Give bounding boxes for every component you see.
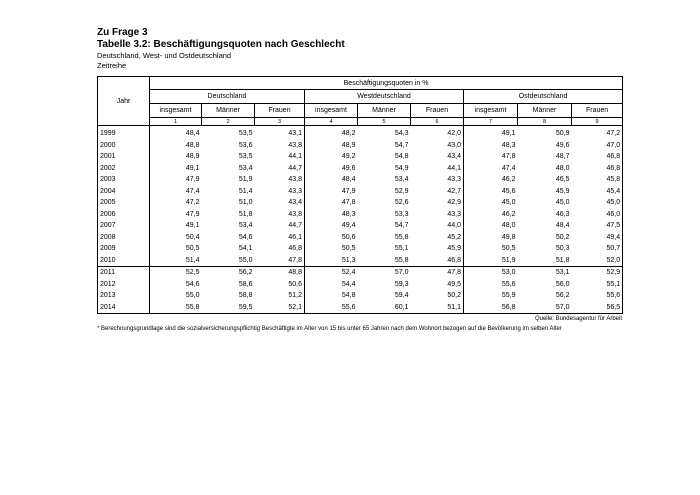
value-cell: 43,8 — [288, 176, 302, 184]
value-cell: 54,6 — [238, 233, 253, 241]
value-cell: 45,0 — [572, 197, 623, 209]
year-cell: 2014 — [98, 302, 150, 314]
value-cell: 55,0 — [238, 256, 253, 264]
value-cell: 50,6 — [288, 280, 302, 288]
document-page — [97, 27, 622, 333]
year-cell: 2006 — [98, 209, 150, 221]
value-cell: 48,9 — [305, 140, 358, 152]
value-cell: 53,6 — [238, 141, 253, 149]
value-cell: 43,4 — [447, 153, 461, 161]
year-cell: 2000 — [98, 140, 150, 152]
table-row — [98, 163, 623, 175]
subheader-cell: Frauen — [572, 104, 623, 118]
value-cell: 55,1 — [394, 245, 409, 253]
value-cell: 47,4 — [150, 186, 202, 198]
value-cell: 50,5 — [305, 243, 358, 255]
column-number-cell: 3 — [255, 118, 305, 126]
value-cell: 54,4 — [305, 279, 358, 291]
value-cell: 54,8 — [394, 153, 409, 161]
value-cell: 48,3 — [305, 209, 358, 221]
table-title: Tabelle 3.2: Beschäftigungsquoten nach Geschlecht — [97, 39, 345, 50]
value-cell: 44,1 — [288, 153, 302, 161]
subheader-row — [98, 104, 623, 118]
value-cell: 45,9 — [447, 245, 461, 253]
value-cell: 53,4 — [238, 222, 253, 230]
value-cell: 51,1 — [411, 302, 464, 314]
subheader-cell: Männer — [518, 104, 572, 118]
table-row — [98, 243, 623, 255]
column-number-cell: 8 — [518, 118, 572, 126]
value-cell: 55,6 — [305, 302, 358, 314]
value-cell: 43,1 — [255, 126, 305, 140]
year-column-header: Jahr — [98, 77, 150, 126]
value-cell: 50,5 — [464, 243, 518, 255]
top-column-header: Beschäftigungsquoten in % — [150, 77, 623, 90]
value-cell: 47,2 — [150, 197, 202, 209]
value-cell: 57,0 — [358, 267, 411, 279]
value-cell: 54,6 — [150, 279, 202, 291]
value-cell: 46,5 — [555, 176, 570, 184]
year-cell: 2004 — [98, 186, 150, 198]
value-cell: 45,2 — [447, 233, 461, 241]
value-cell: 54,1 — [238, 245, 253, 253]
value-cell: 58,8 — [238, 292, 253, 300]
value-cell: 47,5 — [572, 220, 623, 232]
value-cell: 53,0 — [464, 267, 518, 279]
table-row — [98, 232, 623, 244]
value-cell: 45,0 — [464, 197, 518, 209]
value-cell: 55,6 — [572, 290, 623, 302]
value-cell: 50,7 — [572, 243, 623, 255]
value-cell: 56,5 — [572, 302, 623, 314]
year-cell: 2007 — [98, 220, 150, 232]
year-cell: 2012 — [98, 279, 150, 291]
year-cell: 2005 — [98, 197, 150, 209]
column-number-cell: 4 — [305, 118, 358, 126]
value-cell: 43,0 — [447, 141, 461, 149]
year-cell: 2010 — [98, 255, 150, 267]
group-header: Ostdeutschland — [464, 90, 623, 104]
value-cell: 52,4 — [305, 267, 358, 279]
value-cell: 50,5 — [150, 243, 202, 255]
value-cell: 44,7 — [288, 222, 302, 230]
value-cell: 52,6 — [394, 199, 409, 207]
subheader-cell: Männer — [358, 104, 411, 118]
year-cell: 2009 — [98, 243, 150, 255]
value-cell: 48,0 — [555, 164, 570, 172]
value-cell: 52,5 — [150, 267, 202, 279]
column-number-row — [98, 118, 623, 126]
value-cell: 43,4 — [288, 199, 302, 207]
value-cell: 48,4 — [305, 174, 358, 186]
value-cell: 46,8 — [288, 245, 302, 253]
value-cell: 55,1 — [572, 279, 623, 291]
value-cell: 53,5 — [238, 153, 253, 161]
source-note: Quelle: Bundesagentur für Arbeit — [534, 316, 622, 322]
value-cell: 42,0 — [411, 126, 464, 140]
subheader-cell: insgesamt — [305, 104, 358, 118]
value-cell: 49,6 — [555, 141, 570, 149]
column-number-cell: 7 — [464, 118, 518, 126]
table-row — [98, 302, 623, 314]
value-cell: 48,2 — [305, 126, 358, 140]
value-cell: 56,2 — [202, 267, 255, 279]
table-row — [98, 151, 623, 163]
value-cell: 53,5 — [202, 126, 255, 140]
value-cell: 51,0 — [238, 199, 253, 207]
table-row — [98, 126, 623, 140]
value-cell: 54,7 — [394, 222, 409, 230]
value-cell: 44,1 — [447, 164, 461, 172]
table-row — [98, 186, 623, 198]
value-cell: 44,7 — [288, 164, 302, 172]
subheader-cell: insgesamt — [150, 104, 202, 118]
footnote: * Berechnungsgrundlage sind die sozialversicherungspflichtig Beschäftigte im Alter von 15 bis unter 65 Jahren nach dem Wohnort bezogen auf die Bevölkerung im selben Alter — [97, 326, 562, 332]
value-cell: 51,8 — [555, 256, 570, 264]
table-row — [98, 267, 623, 279]
value-cell: 59,3 — [394, 280, 409, 288]
value-cell: 50,2 — [555, 233, 570, 241]
value-cell: 49,5 — [447, 280, 461, 288]
value-cell: 49,1 — [150, 163, 202, 175]
value-cell: 49,4 — [572, 232, 623, 244]
value-cell: 54,9 — [394, 164, 409, 172]
value-cell: 47,4 — [464, 163, 518, 175]
value-cell: 44,0 — [447, 222, 461, 230]
column-number-cell: 2 — [202, 118, 255, 126]
subheader-cell: Frauen — [255, 104, 305, 118]
value-cell: 51,2 — [288, 292, 302, 300]
table-row — [98, 209, 623, 221]
value-cell: 46,2 — [464, 209, 518, 221]
value-cell: 43,3 — [288, 187, 302, 195]
value-cell: 53,4 — [394, 176, 409, 184]
value-cell: 47,9 — [305, 186, 358, 198]
value-cell: 48,8 — [150, 140, 202, 152]
value-cell: 51,3 — [305, 255, 358, 267]
value-cell: 48,4 — [555, 222, 570, 230]
value-cell: 57,0 — [518, 302, 572, 314]
value-cell: 43,3 — [447, 210, 461, 218]
value-cell: 49,8 — [464, 232, 518, 244]
value-cell: 43,8 — [288, 141, 302, 149]
value-cell: 54,8 — [305, 290, 358, 302]
value-cell: 46,8 — [447, 256, 461, 264]
year-cell: 2013 — [98, 290, 150, 302]
value-cell: 49,4 — [305, 220, 358, 232]
value-cell: 43,8 — [288, 210, 302, 218]
question-heading: Zu Frage 3 — [97, 27, 148, 38]
table-row — [98, 255, 623, 267]
value-cell: 46,1 — [288, 233, 302, 241]
value-cell: 47,8 — [464, 151, 518, 163]
value-cell: 47,8 — [288, 256, 302, 264]
value-cell: 48,3 — [464, 140, 518, 152]
value-cell: 47,0 — [572, 140, 623, 152]
value-cell: 45,0 — [555, 199, 570, 207]
value-cell: 45,9 — [555, 187, 570, 195]
value-cell: 46,8 — [572, 163, 623, 175]
column-number-cell: 6 — [411, 118, 464, 126]
table-series-label: Zeitreihe — [97, 61, 127, 70]
value-cell: 48,8 — [255, 267, 305, 279]
value-cell: 55,9 — [464, 290, 518, 302]
value-cell: 51,8 — [238, 210, 253, 218]
year-cell: 2003 — [98, 174, 150, 186]
column-number-cell: 5 — [358, 118, 411, 126]
value-cell: 48,7 — [555, 153, 570, 161]
subheader-cell: insgesamt — [464, 104, 518, 118]
value-cell: 48,9 — [150, 151, 202, 163]
subheader-cell: Männer — [202, 104, 255, 118]
value-cell: 52,1 — [255, 302, 305, 314]
value-cell: 56,2 — [555, 292, 570, 300]
group-header-row — [98, 90, 623, 104]
group-header: Deutschland — [150, 90, 305, 104]
value-cell: 53,4 — [238, 164, 253, 172]
value-cell: 49,1 — [150, 220, 202, 232]
value-cell: 56,8 — [464, 302, 518, 314]
column-number-cell: 1 — [150, 118, 202, 126]
year-cell: 2011 — [98, 267, 150, 279]
value-cell: 51,9 — [238, 176, 253, 184]
table-row — [98, 279, 623, 291]
table-row — [98, 174, 623, 186]
table-row — [98, 197, 623, 209]
value-cell: 53,1 — [518, 267, 572, 279]
value-cell: 48,4 — [150, 126, 202, 140]
value-cell: 58,6 — [238, 280, 253, 288]
value-cell: 45,8 — [572, 174, 623, 186]
value-cell: 49,1 — [464, 126, 518, 140]
value-cell: 47,8 — [411, 267, 464, 279]
subheader-cell: Frauen — [411, 104, 464, 118]
value-cell: 50,6 — [305, 232, 358, 244]
value-cell: 49,2 — [305, 151, 358, 163]
value-cell: 52,0 — [572, 255, 623, 267]
value-cell: 42,9 — [447, 199, 461, 207]
table-row — [98, 140, 623, 152]
value-cell: 50,3 — [555, 245, 570, 253]
table-row — [98, 290, 623, 302]
value-cell: 48,0 — [464, 220, 518, 232]
value-cell: 46,8 — [572, 151, 623, 163]
value-cell: 47,9 — [150, 209, 202, 221]
value-cell: 50,4 — [150, 232, 202, 244]
value-cell: 52,9 — [572, 267, 623, 279]
value-cell: 55,8 — [394, 233, 409, 241]
table-row — [98, 220, 623, 232]
table-body — [98, 126, 623, 314]
year-cell: 2008 — [98, 232, 150, 244]
value-cell: 60,1 — [358, 302, 411, 314]
value-cell: 45,4 — [572, 186, 623, 198]
year-cell: 2001 — [98, 151, 150, 163]
value-cell: 50,9 — [518, 126, 572, 140]
value-cell: 46,0 — [572, 209, 623, 221]
value-cell: 47,2 — [572, 126, 623, 140]
value-cell: 51,4 — [238, 187, 253, 195]
value-cell: 51,9 — [464, 255, 518, 267]
year-cell: 2002 — [98, 163, 150, 175]
value-cell: 46,3 — [555, 210, 570, 218]
value-cell: 45,6 — [464, 186, 518, 198]
employment-rate-table — [97, 76, 623, 314]
value-cell: 43,3 — [447, 176, 461, 184]
value-cell: 54,7 — [394, 141, 409, 149]
table-subtitle: Deutschland, West- und Ostdeutschland — [97, 51, 232, 60]
column-number-cell: 9 — [572, 118, 623, 126]
value-cell: 42,7 — [447, 187, 461, 195]
value-cell: 55,0 — [150, 290, 202, 302]
year-cell: 1999 — [98, 126, 150, 140]
value-cell: 50,2 — [447, 292, 461, 300]
value-cell: 59,5 — [202, 302, 255, 314]
value-cell: 51,4 — [150, 255, 202, 267]
value-cell: 55,8 — [150, 302, 202, 314]
value-cell: 47,8 — [305, 197, 358, 209]
value-cell: 56,0 — [555, 280, 570, 288]
value-cell: 47,9 — [150, 174, 202, 186]
value-cell: 55,6 — [464, 279, 518, 291]
group-header: Westdeutschland — [305, 90, 464, 104]
value-cell: 59,4 — [394, 292, 409, 300]
value-cell: 46,2 — [464, 174, 518, 186]
value-cell: 52,9 — [394, 187, 409, 195]
value-cell: 54,3 — [358, 126, 411, 140]
value-cell: 49,6 — [305, 163, 358, 175]
value-cell: 55,8 — [394, 256, 409, 264]
value-cell: 53,3 — [394, 210, 409, 218]
